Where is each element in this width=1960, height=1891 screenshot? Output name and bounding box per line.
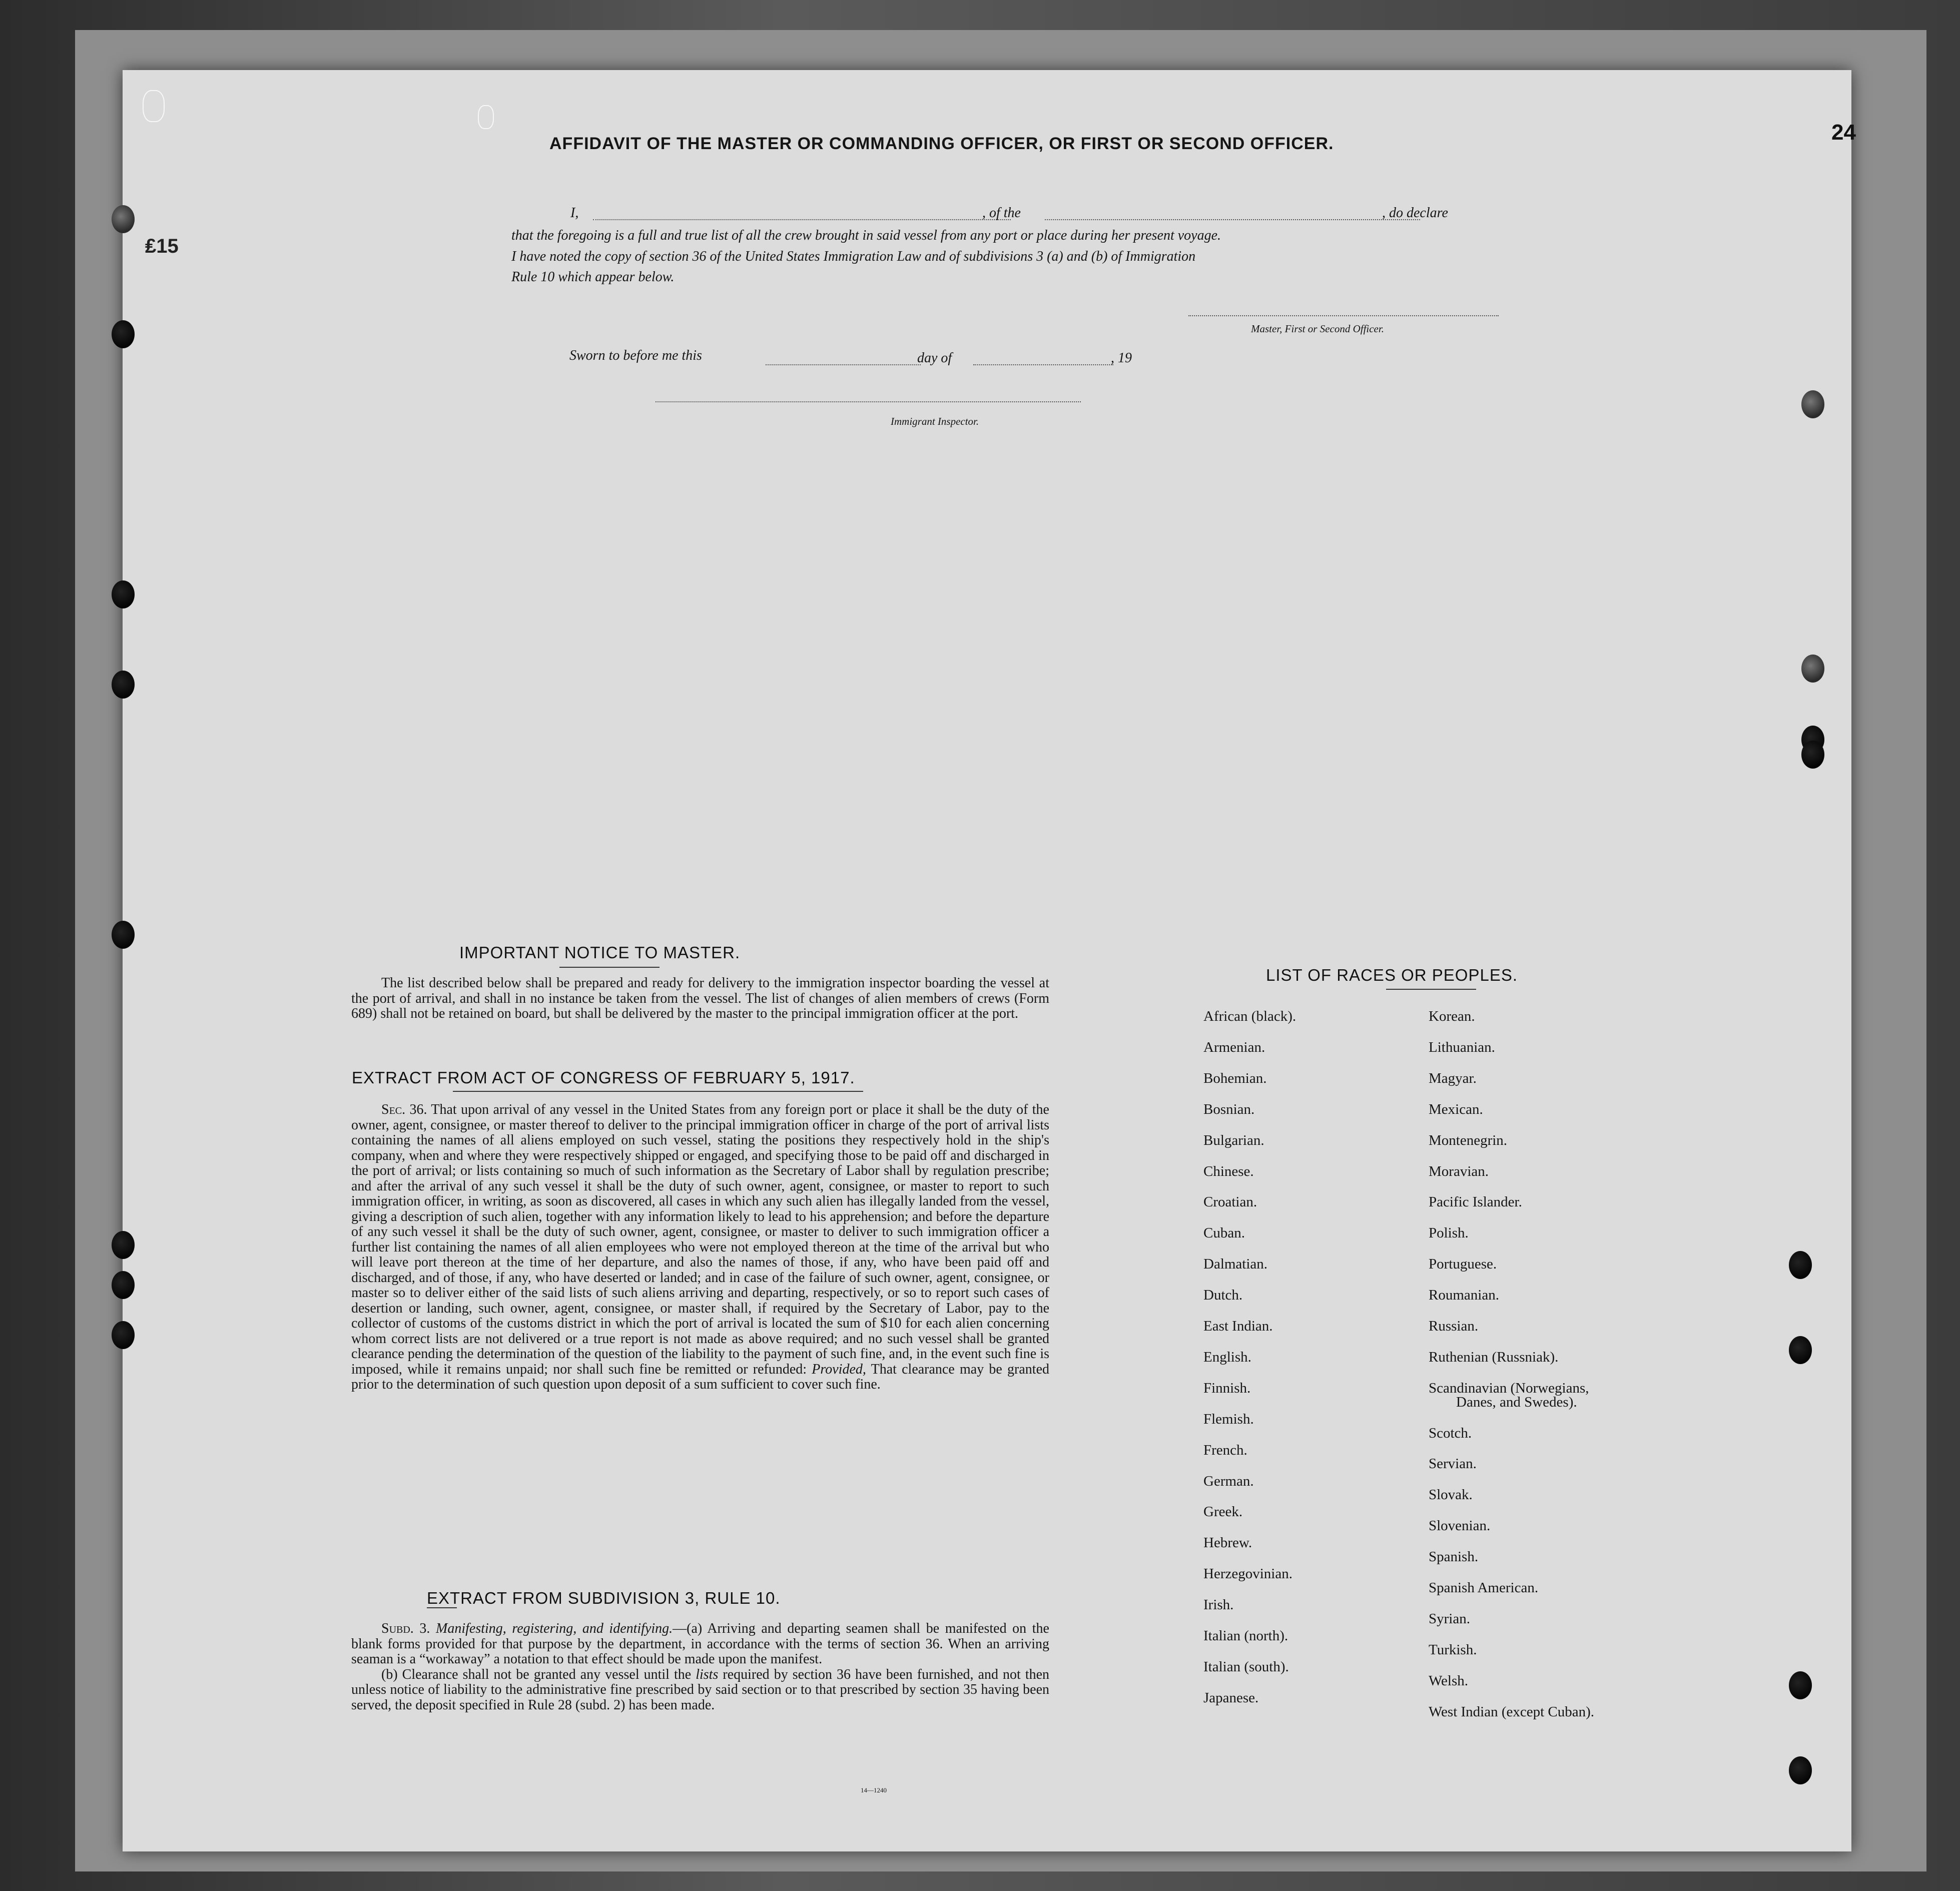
race-item-right: Slovak.: [1429, 1487, 1473, 1503]
name-blank: [593, 219, 1011, 220]
punch-hole: [112, 320, 135, 348]
punch-hole: [1789, 1251, 1812, 1279]
race-item-right: Lithuanian.: [1429, 1039, 1495, 1055]
punch-hole: [112, 1231, 135, 1259]
master-signature-line: [1188, 315, 1499, 316]
race-item-left: Croatian.: [1203, 1194, 1257, 1210]
race-item-right: Danes, and Swedes).: [1456, 1394, 1577, 1410]
act-text-b: That clearance may be granted prior to the determination of such question upon deposit of a sum sufficient to cover such fine.: [351, 1361, 1049, 1392]
race-item-right: Spanish.: [1429, 1549, 1479, 1565]
act-provided: Provided,: [812, 1361, 866, 1377]
punch-hole: [112, 1271, 135, 1299]
race-item-left: Greek.: [1203, 1504, 1243, 1520]
race-item-left: Italian (south).: [1203, 1658, 1289, 1675]
race-item-left: Dutch.: [1203, 1287, 1243, 1304]
rule-paragraph-a: [351, 1621, 1049, 1667]
affidavit-line-3: I have noted the copy of section 36 of the United States Immigration Law and of subdivisions 3 (a) and (b) of Immigration: [511, 249, 1196, 264]
race-item-right: Slovenian.: [1429, 1518, 1491, 1534]
page-number: 24: [1831, 120, 1856, 145]
punch-hole: [1789, 1336, 1812, 1364]
inspector-signature-line: [656, 401, 1081, 402]
act-heading: EXTRACT FROM ACT OF CONGRESS OF FEBRUARY 5, 1917.: [352, 1068, 855, 1087]
race-item-right: Ruthenian (Russniak).: [1429, 1349, 1559, 1365]
sworn-prefix: Sworn to before me this: [569, 348, 702, 363]
act-text-a: That upon arrival of any vessel in the United States from any foreign port or place it shall be the duty of the owner, agent, consignee, or master thereof to deliver to the principal immigration officer in charge of the port of arrival lists containing the names of all aliens employed on such vessel, stating the positions they respectively hold in the ship's company, when and where they were respectively shipped or engaged, and specifying those to be paid off and discharged in the port of arrival; or lists containing so much of such information as the Secretary of Labor shall by regulation prescribe; and after the arrival of any such vessel it shall be the duty of such owner, agent, consignee, or master to report to such immigration officer, in writing, as soon as discovered, all cases in which any such alien has illegally landed from the vessel, giving a description of such alien, together with any information likely to lead to his apprehension; and before the departure of any such vessel it shall be the duty of such owner, agent, consignee, or master to deliver to such immigration officer a further list containing the names of all alien employees who were not employed thereon at the time of the arrival but who will leave port thereon at the time of her departure, and also the names of those, if any, who have been paid off and discharged, and of those, if any, who have deserted or landed; and in case of the failure of such owner, agent, consignee, or master so to deliver either of the said lists of such aliens arriving and departing, respectively, or so to report such cases of desertion or landing, such owner, agent, consignee, or master shall, if required by the Secretary of Labor, pay to the collector of customs of the customs district in which the port of arrival is located the sum of $10 for each alien concerning whom correct lists are not delivered or a true report is not made as above required; and no such vessel shall be granted clearance pending the determination of the question of the liability to the payment of such fine, and, in the event such fine is imposed, while it remains unpaid; nor shall such fine be remitted or refunded:: [351, 1102, 1049, 1377]
punch-hole: [112, 1321, 135, 1349]
punch-hole: [1801, 655, 1824, 683]
race-item-left: Japanese.: [1203, 1689, 1259, 1706]
races-heading: LIST OF RACES OR PEOPLES.: [1266, 966, 1518, 984]
sworn-year: , 19: [1111, 350, 1132, 366]
punch-hole: [112, 671, 135, 699]
race-item-left: Bosnian.: [1203, 1101, 1255, 1117]
punch-hole: [112, 921, 135, 949]
master-signature-label: Master, First or Second Officer.: [1251, 323, 1384, 335]
race-item-left: French.: [1203, 1442, 1247, 1458]
race-item-left: Herzegovinian.: [1203, 1566, 1292, 1582]
section-label: Sec. 36.: [381, 1102, 427, 1117]
sworn-day-of: day of: [917, 350, 952, 366]
race-item-left: Cuban.: [1203, 1225, 1245, 1241]
race-item-right: Mexican.: [1429, 1101, 1483, 1117]
subd-label: Subd. 3.: [381, 1621, 430, 1636]
punch-hole: [112, 580, 135, 608]
punch-hole: [1801, 741, 1824, 769]
race-item-right: Servian.: [1429, 1456, 1477, 1472]
race-item-left: Chinese.: [1203, 1163, 1254, 1179]
notice-heading: IMPORTANT NOTICE TO MASTER.: [459, 943, 741, 962]
notice-paragraph: The list described below shall be prepared and ready for delivery to the immigration inspector boarding the vessel at the port of arrival, and shall in no instance be taken from the vessel. The list of changes of alien members of crews (Form 689) shall not be retained on board, but shall be delivered by the master to the principal immigration officer at the port.: [351, 975, 1049, 1021]
rule-heading: EXTRACT FROM SUBDIVISION 3, RULE 10.: [427, 1589, 781, 1607]
race-item-right: Spanish American.: [1429, 1580, 1539, 1596]
affidavit-i: I,: [570, 205, 579, 221]
ring-mark: [143, 90, 165, 122]
rule-para-b-2: required by section 36 have been furnished, and not then unless notice of liability to the administrative fine prescribed by said section or to that prescribed by section 35 having been served, the deposit specified in Rule 28 (subd. 2) has been made.: [351, 1666, 1050, 1713]
rule-text: [351, 1621, 1049, 1713]
affidavit-title: AFFIDAVIT OF THE MASTER OR COMMANDING OFFICER, OR FIRST OR SECOND OFFICER.: [549, 134, 1334, 153]
race-item-right: Moravian.: [1429, 1163, 1489, 1179]
race-item-left: Hebrew.: [1203, 1535, 1252, 1551]
race-item-right: Portuguese.: [1429, 1256, 1497, 1273]
race-item-left: Irish.: [1203, 1597, 1234, 1613]
affidavit-of-the: , of the: [982, 205, 1021, 221]
sworn-day-blank: [766, 364, 921, 365]
race-item-right: Welsh.: [1429, 1672, 1469, 1689]
race-item-left: Armenian.: [1203, 1039, 1265, 1055]
notice-text: [351, 976, 1049, 1022]
punch-hole: [112, 205, 135, 233]
heading-rule: [1386, 989, 1476, 990]
race-item-left: English.: [1203, 1349, 1251, 1365]
punch-hole: [1789, 1756, 1812, 1784]
race-item-right: Scandinavian (Norwegians,: [1429, 1380, 1589, 1396]
subd-title: Manifesting, registering, and identifying.: [436, 1621, 673, 1636]
race-item-right: West Indian (except Cuban).: [1429, 1703, 1595, 1720]
race-item-left: African (black).: [1203, 1008, 1296, 1024]
race-item-left: Bulgarian.: [1203, 1132, 1264, 1148]
race-item-left: Bohemian.: [1203, 1070, 1267, 1086]
race-item-right: Syrian.: [1429, 1610, 1470, 1627]
inspector-label: Immigrant Inspector.: [891, 415, 979, 427]
rule-para-b-1: (b) Clearance shall not be granted any vessel until the: [381, 1666, 692, 1682]
race-item-left: Flemish.: [1203, 1411, 1254, 1427]
reverse-bleed-title: [373, 150, 383, 180]
punch-hole: [1801, 390, 1824, 418]
heading-rule: [559, 967, 660, 968]
race-item-right: Roumanian.: [1429, 1287, 1499, 1304]
race-item-right: Turkish.: [1429, 1641, 1477, 1658]
race-item-right: Magyar.: [1429, 1070, 1477, 1086]
race-item-right: Pacific Islander.: [1429, 1194, 1522, 1210]
race-item-left: Finnish.: [1203, 1380, 1251, 1396]
sworn-month-blank: [973, 364, 1113, 365]
rule-para-b-lists: lists: [696, 1666, 719, 1682]
race-item-right: Russian.: [1429, 1318, 1479, 1334]
act-text: [351, 1102, 1049, 1393]
race-item-right: Korean.: [1429, 1008, 1475, 1024]
rule-paragraph-b: [351, 1667, 1049, 1713]
affidavit-declare: , do declare: [1382, 205, 1448, 221]
vessel-blank: [1045, 219, 1420, 220]
form-number: 14—1240: [861, 1786, 887, 1794]
rule-para-a: —(a) Arriving and departing seamen shall be manifested on the blank forms provided for that purpose by the department, in accordance with the terms of section 36. When an arriving seaman is a “workaway” a notation to that effect should be made upon the manifest.: [351, 1621, 1049, 1667]
ring-mark: [478, 105, 494, 129]
manifest-sheet: [123, 70, 1856, 1851]
race-item-right: Montenegrin.: [1429, 1132, 1508, 1148]
affidavit-line-4: Rule 10 which appear below.: [511, 269, 675, 285]
race-item-left: Dalmatian.: [1203, 1256, 1268, 1273]
race-item-left: Italian (north).: [1203, 1628, 1288, 1644]
act-paragraph: [351, 1102, 1049, 1393]
corner-mark: ₤15: [145, 235, 179, 257]
affidavit-line-2: that the foregoing is a full and true list of all the crew brought in said vessel from any port or place during her present voyage.: [511, 228, 1221, 243]
punch-hole: [1789, 1671, 1812, 1699]
race-item-left: German.: [1203, 1473, 1254, 1489]
race-item-right: Scotch.: [1429, 1425, 1472, 1441]
race-item-right: Polish.: [1429, 1225, 1469, 1241]
race-item-left: East Indian.: [1203, 1318, 1273, 1334]
heading-rule: [453, 1091, 863, 1092]
heading-rule: [427, 1607, 457, 1608]
